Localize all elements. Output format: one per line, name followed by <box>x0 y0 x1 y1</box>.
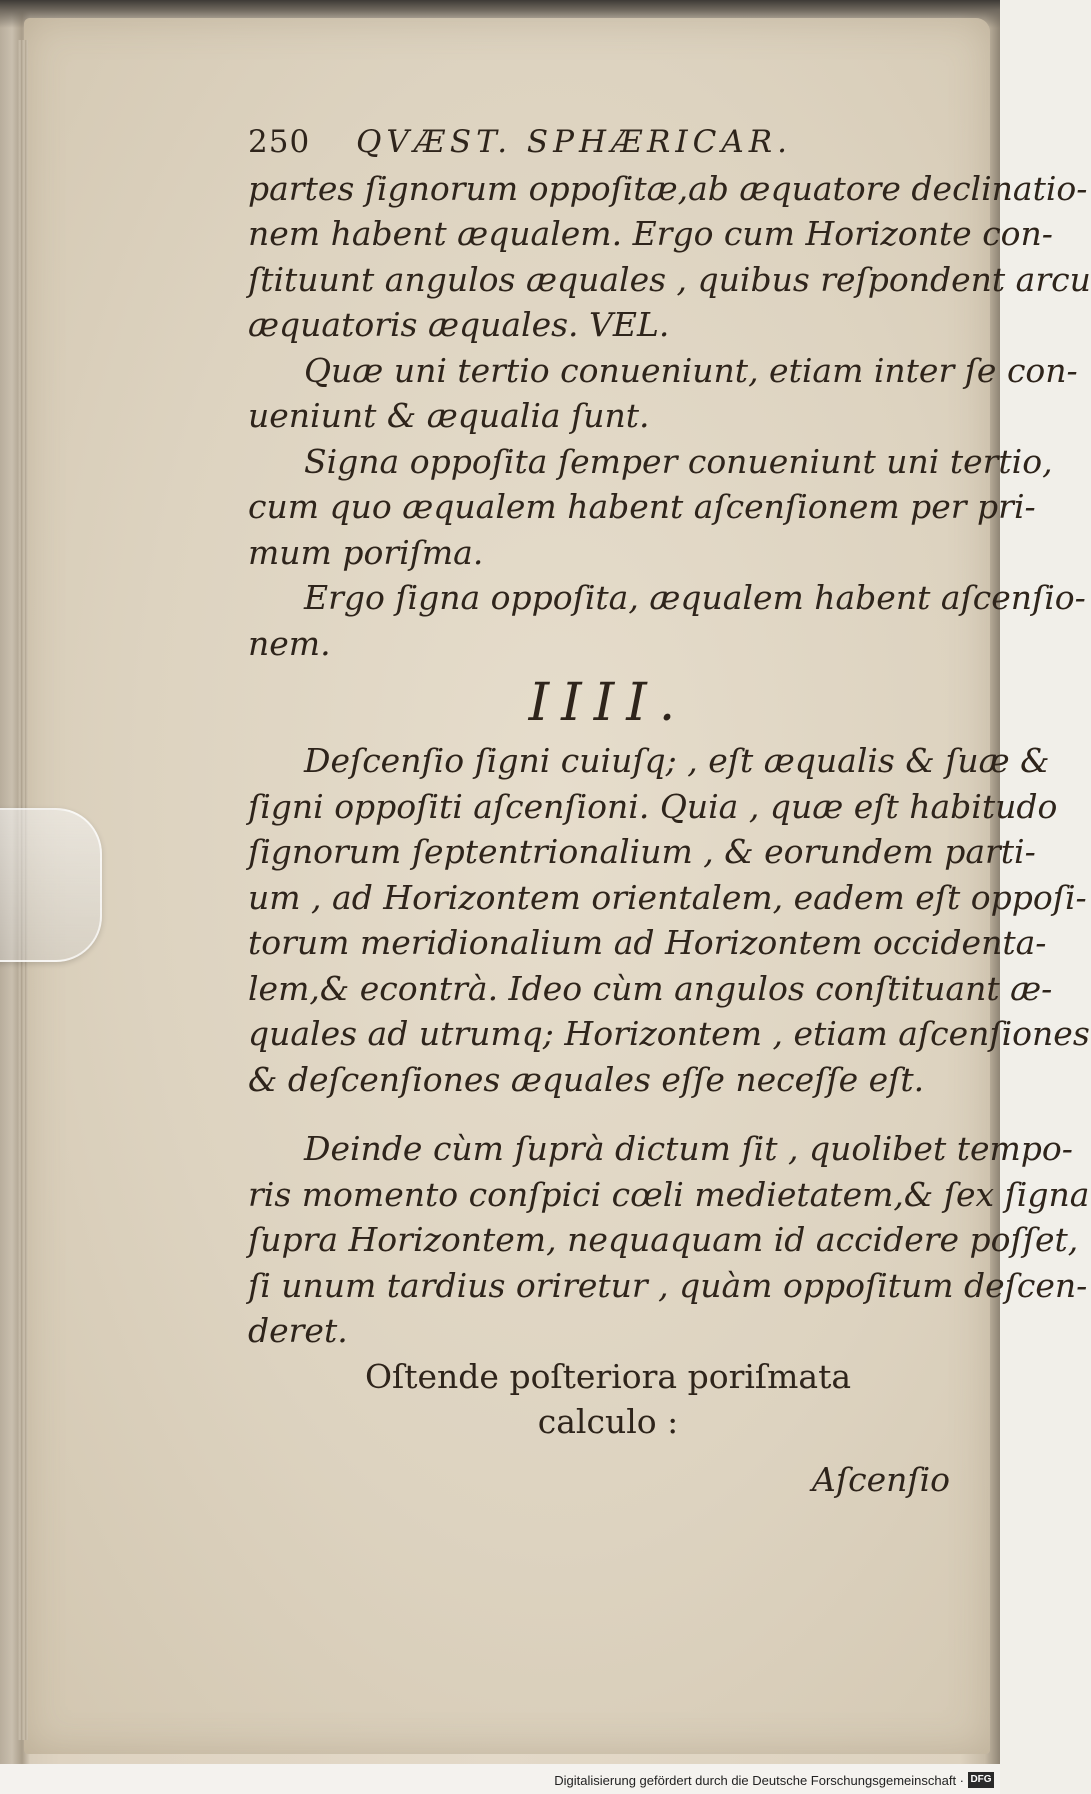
text-line: lem,& econtrà. Ideo cùm angulos conſtituant æ- <box>248 968 1053 1008</box>
paragraph-6 <box>248 1126 1090 1354</box>
text-line: Deinde cùm ſuprà dictum ſit , quolibet tempo- <box>304 1129 1073 1168</box>
paragraph-4 <box>248 575 1086 666</box>
text-line: ueniunt & æqualia ſunt. <box>248 396 650 435</box>
page-number: 250 <box>248 124 311 160</box>
text-line: ſtituunt angulos æquales , quibus reſpondent arcu <box>248 259 1091 299</box>
text-line: mum poriſma. <box>248 532 484 572</box>
paragraph-5 <box>248 738 1090 1102</box>
text-line: ſi unum tardius oriretur , quàm oppoſitum deſcen- <box>248 1265 1088 1305</box>
text-line: & deſcenſiones æquales eſſe neceſſe eſt. <box>248 1059 925 1099</box>
dfg-logo: DFG <box>968 1772 994 1788</box>
closing-instruction <box>248 1354 968 1445</box>
digitization-footer <box>554 1770 994 1790</box>
footer-text: Digitalisierung gefördert durch die Deutsche Forschungsgemeinschaft · <box>554 1772 964 1788</box>
text-line: Oſtende poſteriora poriſmata <box>364 1356 852 1396</box>
text-line: ris momento conſpici cœli medietatem,& ſex ſigna <box>248 1174 1090 1214</box>
text-line: deret. <box>248 1311 348 1350</box>
text-line: partes ſignorum oppoſitæ,ab æquatore declinatio- <box>248 168 1088 208</box>
running-head: QVÆST. SPHÆRICAR. <box>356 124 792 160</box>
text-line: torum meridionalium ad Horizontem occidenta- <box>248 923 1047 962</box>
page-text <box>248 120 1091 1515</box>
section-number: IIII. <box>528 673 688 733</box>
text-line: Signa oppoſita ſemper conueniunt uni tertio, <box>304 441 1053 481</box>
text-line: ſigni oppoſiti aſcenſioni. Quia , quæ eſt habitudo <box>248 786 1058 826</box>
text-line: Quæ uni tertio conueniunt, etiam inter ſe con- <box>304 350 1078 390</box>
text-line: quales ad utrumq; Horizontem , etiam aſcenſiones <box>248 1014 1090 1053</box>
page-clip <box>0 808 102 962</box>
running-header <box>248 120 968 166</box>
paragraph-3 <box>248 439 1053 576</box>
text-line: calculo : <box>537 1402 679 1441</box>
text-line: æquatoris æquales. VEL. <box>248 305 670 344</box>
text-line: ſupra Horizontem, nequaquam id accidere poſſet, <box>248 1220 1079 1259</box>
text-line: nem habent æqualem. Ergo cum Horizonte con- <box>248 214 1053 253</box>
paragraph-gap <box>248 1102 968 1126</box>
text-line: ſignorum ſeptentrionalium , & eorundem parti- <box>248 832 1036 871</box>
text-line: cum quo æqualem habent aſcenſionem per pri- <box>248 487 1036 526</box>
paragraph-2 <box>248 348 1078 439</box>
catchword: Aſcenſio <box>812 1459 950 1499</box>
text-line: um , ad Horizontem orientalem, eadem eſt oppoſi- <box>248 877 1087 917</box>
text-line: Ergo ſigna oppoſita, æqualem habent aſcenſio- <box>304 578 1086 617</box>
paragraph-1 <box>248 166 1091 348</box>
text-line: nem. <box>248 623 331 663</box>
text-line: Deſcenſio ſigni cuiuſq; , eſt æqualis & ſuæ & <box>304 741 1050 780</box>
